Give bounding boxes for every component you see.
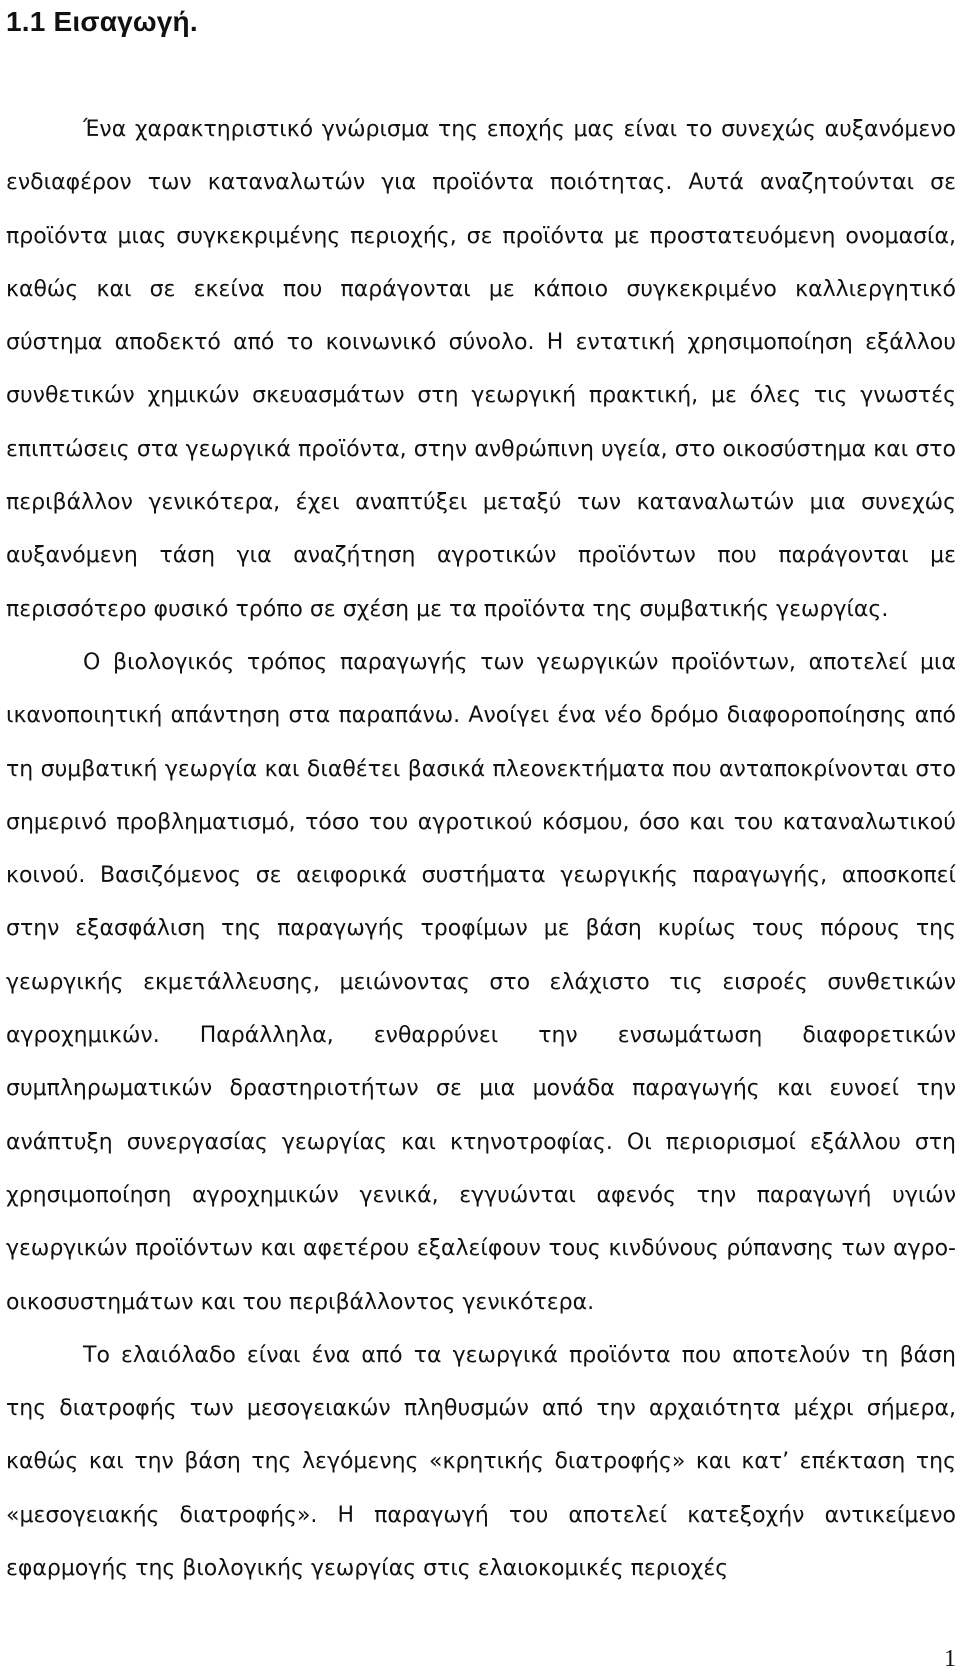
paragraph-organic-farming: Ο βιολογικός τρόπος παραγωγής των γεωργικών προϊόντων, αποτελεί μια ικανοποιητική απάντηση στα παραπάνω. Ανοίγει ένα νέο δρόμο διαφοροποίησης από τη συμβατική γεωργία και διαθέτει βασικά πλεονεκτήματα που ανταποκρίνονται στο σημερινό προβληματισμό, τόσο του αγροτικού κόσμου, όσο και του καταναλωτικού κοινού. Βασιζόμενος σε αειφορικά συστήματα γεωργικής παραγωγής, αποσκοπεί στην εξασφάλιση της παραγωγής τροφίμων με βάση κυρίως τους πόρους της γεωργικής εκμετάλλευσης, μειώνοντας στο ελάχιστο τις εισροές συνθετικών αγροχημικών. Παράλληλα, ενθαρρύνει την ενσωμάτωση διαφορετικών συμπληρωματικών δραστηριοτήτων σε μια μονάδα παραγωγής και ευνοεί την ανάπτυξη συνεργασίας γεωργίας και κτηνοτροφίας. Οι περιορισμοί εξάλλου στη χρησιμοποίηση αγροχημικών γενικά, εγγυώνται αφενός την παραγωγή υγιών γεωργικών προϊόντων και αφετέρου εξαλείφουν τους κινδύνους ρύπανσης των αγρο-οικοσυστημάτων και του περιβάλλοντος γενικότερα. <box>6 649 956 1315</box>
body-text <box>6 103 956 1595</box>
section-heading: 1.1 Εισαγωγή. <box>6 6 198 37</box>
page-number: 1 <box>944 1646 956 1672</box>
paragraph-intro: Ένα χαρακτηριστικό γνώρισμα της εποχής μας είναι το συνεχώς αυξανόμενο ενδιαφέρον των καταναλωτών για προϊόντα ποιότητας. Αυτά αναζητούνται σε προϊόντα μιας συγκεκριμένης περιοχής, σε προϊόντα με προστατευόμενη ονομασία, καθώς και σε εκείνα που παράγονται με κάποιο συγκεκριμένο καλλιεργητικό σύστημα αποδεκτό από το κοινωνικό σύνολο. Η εντατική χρησιμοποίηση εξάλλου συνθετικών χημικών σκευασμάτων στη γεωργική πρακτική, με όλες τις γνωστές επιπτώσεις στα γεωργικά προϊόντα, στην ανθρώπινη υγεία, στο οικοσύστημα και στο περιβάλλον γενικότερα, έχει αναπτύξει μεταξύ των καταναλωτών μια συνεχώς αυξανόμενη τάση για αναζήτηση αγροτικών προϊόντων που παράγονται με περισσότερο φυσικό τρόπο σε σχέση με τα προϊόντα της συμβατικής γεωργίας. <box>6 117 956 622</box>
paragraph-olive-oil: Το ελαιόλαδο είναι ένα από τα γεωργικά προϊόντα που αποτελούν τη βάση της διατροφής των μεσογειακών πληθυσμών από την αρχαιότητα μέχρι σήμερα, καθώς και την βάση της λεγόμενης «κρητικής διατροφής» και κατ’ επέκταση της «μεσογειακής διατροφής». Η παραγωγή του αποτελεί κατεξοχήν αντικείμενο εφαρμογής της βιολογικής γεωργίας στις ελαιοκομικές περιοχές <box>6 1342 956 1582</box>
